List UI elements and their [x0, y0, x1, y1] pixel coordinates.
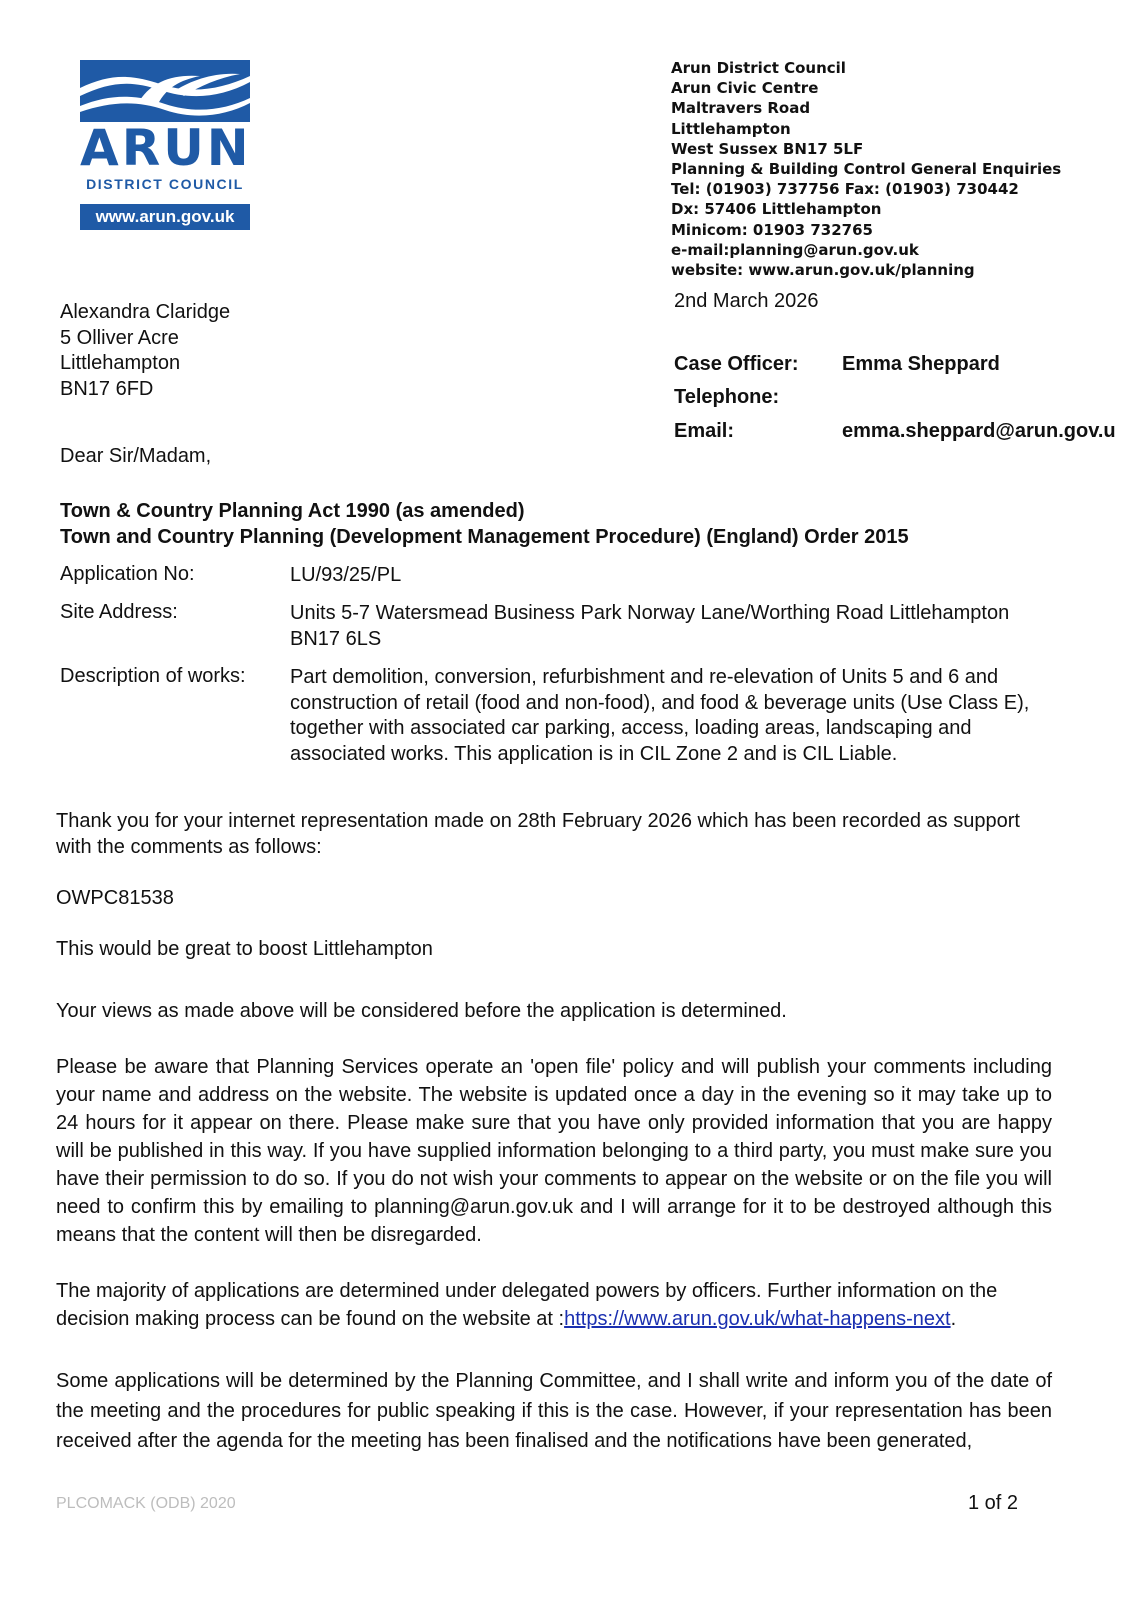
description-value: Part demolition, conversion, refurbishment and re-elevation of Units 5 and 6 and construction of retail (food and non-food), and food & beverage units (Use Class E), together with associated car parking, access, loading areas, landscaping and associated works. This application is in CIL Zone 2 and is CIL Liable.: [290, 666, 1030, 765]
committee-paragraph: Some applications will be determined by the Planning Committee, and I shall write and inform you of the date of the meeting and the procedures for public speaking if this is the case. However, if your representation has been received after the agenda for the meeting has been finalised and the notifications have been generated,: [56, 1370, 1052, 1452]
footer-reference: PLCOMACK (ODB) 2020: [56, 1495, 236, 1512]
majority-paragraph: [56, 1277, 1052, 1333]
council-address-line: Maltravers Road: [671, 99, 811, 118]
page-number: 1 of 2: [968, 1492, 1019, 1514]
council-address-line: Arun District Council: [671, 59, 846, 77]
recipient-line: BN17 6FD: [60, 377, 154, 400]
recipient-address: [60, 300, 230, 402]
considered-paragraph: Your views as made above will be considered before the application is determined.: [56, 1000, 787, 1022]
logo-url: www.arun.gov.uk: [80, 204, 250, 230]
salutation: Dear Sir/Madam,: [60, 445, 212, 467]
thanks-paragraph: Thank you for your internet representation made on 28th February 2026 which has been recorded as support with the comments as follows:: [56, 810, 1020, 858]
what-happens-next-link[interactable]: https://www.arun.gov.uk/what-happens-next: [564, 1308, 951, 1330]
council-address-line: e-mail:planning@arun.gov.uk: [671, 240, 919, 259]
majority-end: .: [950, 1308, 957, 1330]
recipient-line: 5 Olliver Acre: [60, 326, 179, 349]
logo-subtitle: DISTRICT COUNCIL: [86, 176, 244, 192]
heading-line: Town and Country Planning (Development Management Procedure) (England) Order 2015: [60, 526, 909, 548]
council-address: [671, 58, 1061, 280]
recipient-line: Littlehampton: [60, 352, 181, 374]
comment-reference: OWPC81538: [56, 887, 174, 909]
council-address-line: Planning & Building Control General Enquiries: [671, 160, 1062, 179]
heading-line: Town & Country Planning Act 1990 (as amended): [60, 500, 525, 522]
application-no-label: Application No:: [60, 563, 195, 585]
council-logo: [80, 60, 250, 232]
case-officer-value: Emma Sheppard: [842, 353, 1000, 375]
council-address-line: Tel: (01903) 737756 Fax: (01903) 730442: [671, 180, 1019, 199]
open-file-paragraph: Please be aware that Planning Services operate an 'open file' policy and will publish your comments including your name and address on the website. The website is updated once a day in the evening so it may take up to 24 hours for it appear on there. Please make sure that you have only provided information that you are happy will be published in this way. If you have supplied information belonging to a third party, you must make sure you have their permission to do so. If you do not wish your comments to appear on the website or on the file you will need to confirm this by emailing to planning@arun.gov.uk and I will arrange for it to be destroyed although this means that the content will then be disregarded.: [56, 1056, 1052, 1246]
letter-date: 2nd March 2026: [674, 290, 819, 312]
council-address-line: Littlehampton: [671, 119, 791, 138]
council-address-line: West Sussex BN17 5LF: [671, 139, 864, 158]
council-address-line: Minicom: 01903 732765: [671, 220, 873, 239]
site-address-value: Units 5-7 Watersmead Business Park Norway Lane/Worthing Road Littlehampton BN17 6LS: [290, 602, 1010, 650]
council-address-line: website: www.arun.gov.uk/planning: [671, 261, 975, 280]
letter-heading: [60, 498, 909, 550]
site-address-label: Site Address:: [60, 601, 178, 623]
logo-name: ARUN: [80, 119, 252, 177]
seagull-wave-icon: [80, 60, 250, 122]
council-address-line: Dx: 57406 Littlehampton: [671, 200, 882, 219]
description-label: Description of works:: [60, 665, 246, 687]
majority-text: The majority of applications are determined under delegated powers by officers. Further information on the decision making process can be found on the website at :: [56, 1280, 998, 1330]
email-label: Email:: [674, 420, 735, 442]
case-officer-label: Case Officer:: [674, 353, 799, 375]
telephone-label: Telephone:: [674, 386, 780, 408]
email-value: emma.sheppard@arun.gov.u: [842, 420, 1116, 442]
comment-text: This would be great to boost Littlehampton: [56, 938, 433, 960]
application-no-value: LU/93/25/PL: [290, 564, 402, 586]
council-address-line: Arun Civic Centre: [671, 79, 819, 98]
recipient-line: Alexandra Claridge: [60, 301, 231, 323]
